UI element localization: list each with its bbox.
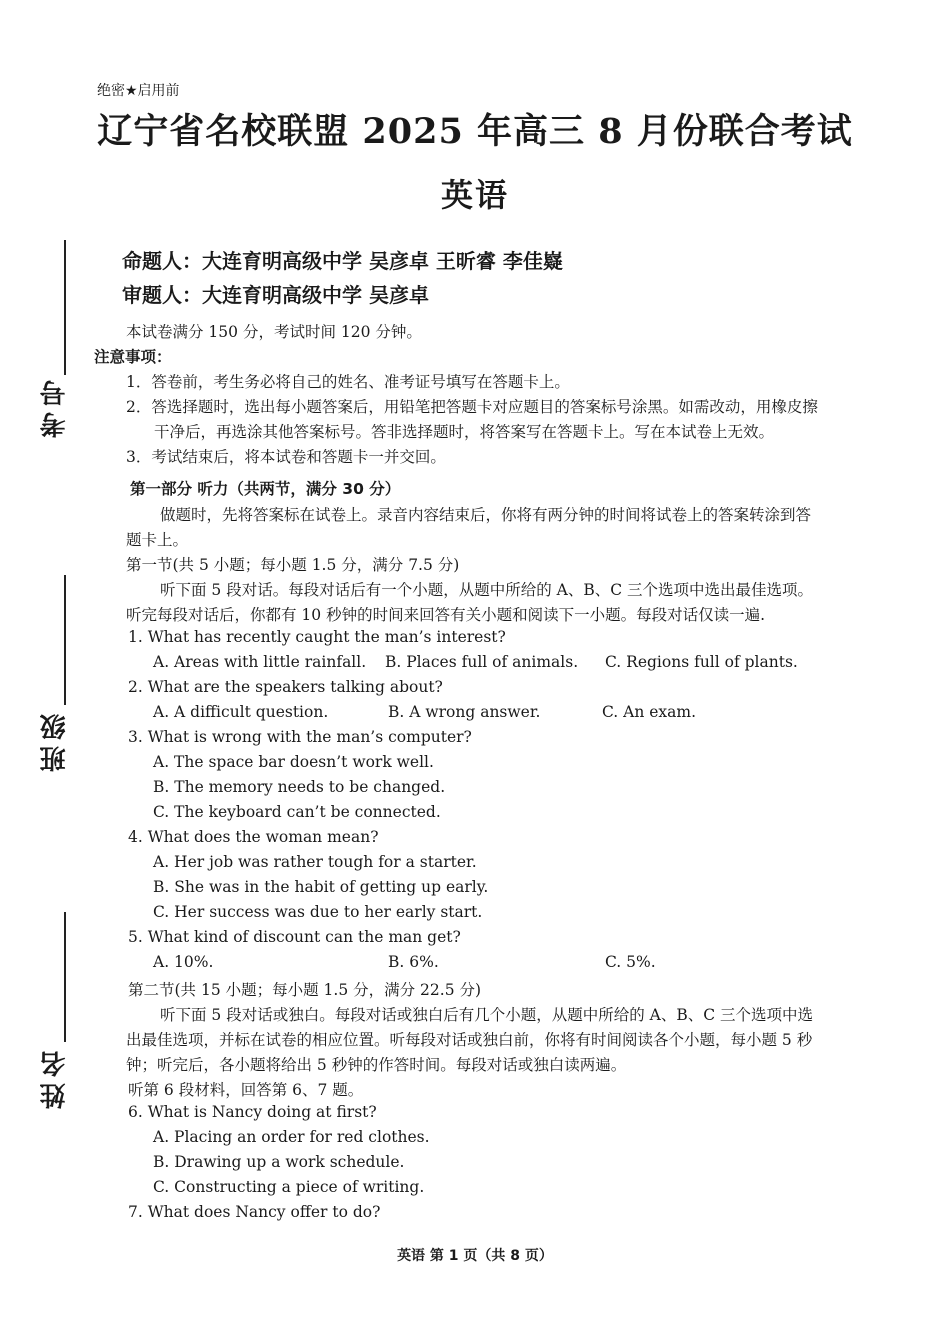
- part1-instruction-cont: 题卡上。: [126, 531, 189, 549]
- question-5-option-a: A. 10%.: [153, 953, 214, 971]
- part1-instruction: 做题时，先将答案标在试卷上。录音内容结束后，你将有两分钟的时间将试卷上的答案转涂到答: [160, 506, 812, 524]
- question-3-option-c: C. The keyboard can’t be connected.: [153, 803, 441, 821]
- notice-item-3: 3．考试结束后，将本试卷和答题卡一并交回。: [126, 448, 446, 466]
- question-1-option-a: A. Areas with little rainfall.: [153, 653, 367, 671]
- name-line: [64, 912, 66, 1042]
- section1-instruction-cont: 听完每段对话后，你都有 10 秒钟的时间来回答有关小题和阅读下一小题。每段对话仅读一遍.: [126, 606, 766, 624]
- question-7-stem: 7. What does Nancy offer to do?: [128, 1203, 381, 1221]
- question-4-stem: 4. What does the woman mean?: [128, 828, 379, 846]
- subject-title: 英语: [440, 176, 509, 214]
- question-2-option-b: B. A wrong answer.: [388, 703, 541, 721]
- section2-instruction-cont: 出最佳选项，并标在试卷的相应位置。听每段对话或独白前，你将有时间阅读各个小题，每小题 5 秒: [126, 1031, 813, 1049]
- question-3-stem: 3. What is wrong with the man’s computer?: [128, 728, 472, 746]
- question-6-option-b: B. Drawing up a work schedule.: [153, 1153, 405, 1171]
- section1-heading: 第一节(共 5 小题；每小题 1.5 分，满分 7.5 分): [126, 556, 460, 574]
- question-5-option-b: B. 6%.: [388, 953, 439, 971]
- confidential-label: 绝密★启用前: [97, 83, 180, 99]
- page-footer: 英语 第 1 页（共 8 页）: [397, 1248, 553, 1264]
- question-2-option-a: A. A difficult question.: [153, 703, 329, 721]
- section1-instruction: 听下面 5 段对话。每段对话后有一个小题，从题中所给的 A、B、C 三个选项中选出最佳选项。: [160, 581, 814, 599]
- notice-heading: 注意事项：: [94, 348, 172, 366]
- class-line: [64, 575, 66, 705]
- name-label: 姓名: [40, 1045, 70, 1109]
- question-5-stem: 5. What kind of discount can the man get?: [128, 928, 461, 946]
- question-3-option-b: B. The memory needs to be changed.: [153, 778, 446, 796]
- question-2-option-c: C. An exam.: [602, 703, 697, 721]
- question-4-option-b: B. She was in the habit of getting up early.: [153, 878, 489, 896]
- section2-heading: 第二节(共 15 小题；每小题 1.5 分，满分 22.5 分): [128, 981, 482, 999]
- question-3-option-a: A. The space bar doesn’t work well.: [153, 753, 434, 771]
- question-reviewer: 审题人：大连育明高级中学 吴彦卓: [122, 283, 429, 307]
- exam-no-line: [64, 240, 66, 375]
- material-6-heading: 听第 6 段材料，回答第 6、7 题。: [128, 1081, 364, 1099]
- part1-heading: 第一部分 听力（共两节，满分 30 分）: [130, 480, 401, 498]
- question-1-option-c: C. Regions full of plants.: [605, 653, 798, 671]
- question-1-option-b: B. Places full of animals.: [385, 653, 579, 671]
- exam-intro: 本试卷满分 150 分，考试时间 120 分钟。: [126, 323, 422, 341]
- section2-instruction-cont-2: 钟；听完后，各小题将给出 5 秒钟的作答时间。每段对话或独白读两遍。: [126, 1056, 627, 1074]
- question-setter: 命题人：大连育明高级中学 吴彦卓 王昕睿 李佳嶷: [122, 249, 563, 273]
- question-1-stem: 1. What has recently caught the man’s interest?: [128, 628, 506, 646]
- question-4-option-a: A. Her job was rather tough for a starter.: [153, 853, 477, 871]
- notice-item-1: 1．答卷前，考生务必将自己的姓名、准考证号填写在答题卡上。: [126, 373, 570, 391]
- question-2-stem: 2. What are the speakers talking about?: [128, 678, 443, 696]
- notice-item-2-cont: 干净后，再选涂其他答案标号。答非选择题时，将答案写在答题卡上。写在本试卷上无效。: [154, 423, 775, 441]
- notice-item-2: 2．答选择题时，选出每小题答案后，用铅笔把答题卡对应题目的答案标号涂黑。如需改动，用橡皮擦: [126, 398, 818, 416]
- question-4-option-c: C. Her success was due to her early start.: [153, 903, 483, 921]
- exam-title: 辽宁省名校联盟 2025 年高三 8 月份联合考试: [97, 111, 853, 152]
- question-6-option-a: A. Placing an order for red clothes.: [153, 1128, 430, 1146]
- class-label: 班级: [40, 708, 70, 772]
- exam-no-label: 考号: [40, 374, 70, 438]
- question-5-option-c: C. 5%.: [605, 953, 656, 971]
- section2-instruction: 听下面 5 段对话或独白。每段对话或独白后有几个小题，从题中所给的 A、B、C 三个选项中选: [160, 1006, 814, 1024]
- question-6-stem: 6. What is Nancy doing at first?: [128, 1103, 377, 1121]
- question-6-option-c: C. Constructing a piece of writing.: [153, 1178, 425, 1196]
